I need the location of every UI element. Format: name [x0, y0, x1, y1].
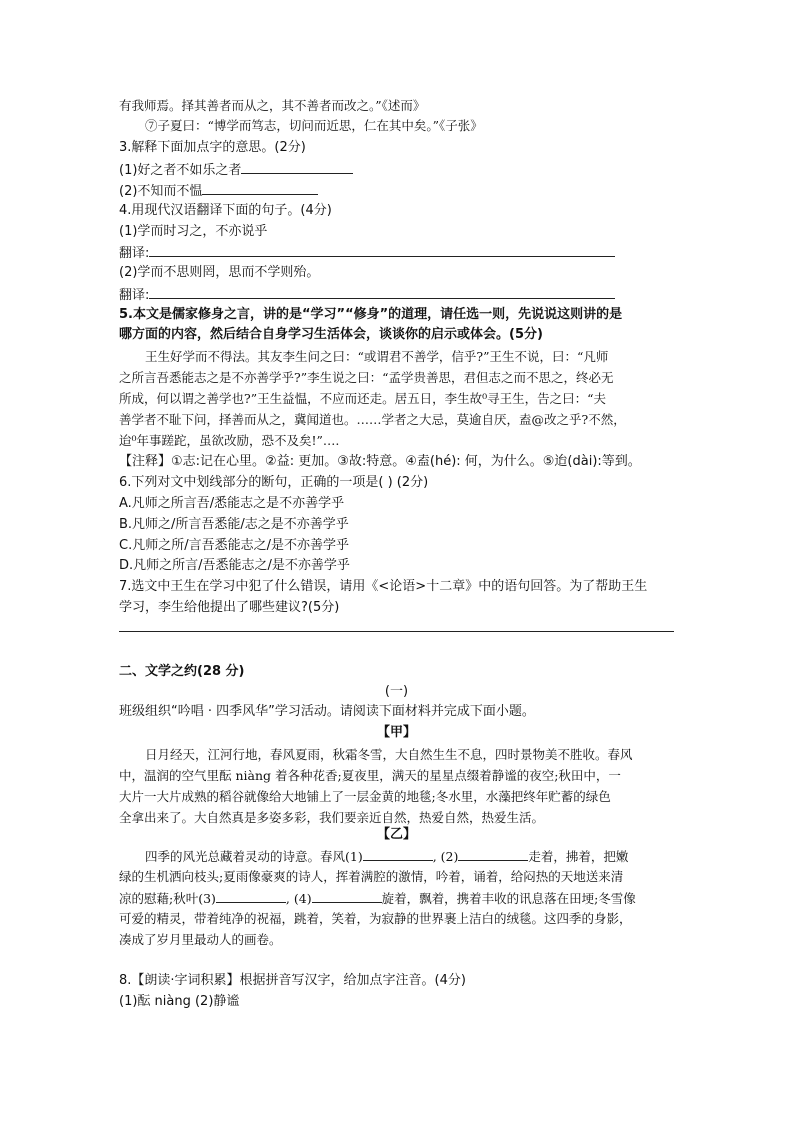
answer-blank[interactable]	[241, 160, 353, 174]
option-d: D.凡师之所言/吾悉能志之/是不亦善学乎	[119, 558, 350, 573]
question-5-title: 5.本文是儒家修身之言，讲的是“学习”“修身”的道理，请任选一则，先说说这则讲的是	[119, 307, 623, 322]
question-3-item-2: (2)不知而不愠	[119, 181, 679, 201]
question-8-items: (1)酝 niàng (2)静谧	[119, 994, 240, 1009]
question-4-item-2: (2)学而不思则罔，思而不学则殆。	[119, 265, 320, 280]
material-jia-line: 日月经天，江河行地，春风夏雨，秋霜冬雪，大自然生生不息，四时景物美不胜收。春风	[145, 747, 633, 762]
fill-blank-3[interactable]	[216, 889, 286, 903]
translation-line-1: 翻译:	[119, 243, 679, 263]
question-3-title: 3.解释下面加点字的意思。(2分)	[119, 140, 306, 155]
answer-blank[interactable]	[202, 181, 318, 195]
translation-line-2: 翻译:	[119, 285, 679, 305]
passage-notes: 【注释】①志:记在心里。②益: 更加。③故:特意。④盍(hé): 何，为什么。⑤迨(dài):等到。	[119, 454, 641, 469]
fill-blank-2[interactable]	[458, 847, 528, 861]
material-jia-line: 全拿出来了。大自然真是多姿多彩，我们要亲近自然，热爱自然，热爱生活。	[119, 810, 545, 825]
question-7-title: 7.选文中王生在学习中犯了什么错误，请用《<论语>十二章》中的语句回答。为了帮助王生	[119, 579, 648, 594]
prev-quote-line: 有我师焉。择其善者而从之，其不善者而改之。”《述而》	[119, 98, 426, 113]
question-7-title-cont: 学习，李生给他提出了哪些建议?(5分)	[119, 600, 340, 615]
question-8-title: 8.【朗读·字词积累】根据拼音写汉字，给加点字注音。(4分)	[119, 973, 466, 988]
question-4-title: 4.用现代汉语翻译下面的句子。(4分)	[119, 203, 332, 218]
passage-line: 之所言吾悉能志之是不亦善学乎?”李生说之曰：“孟学贵善思，君但志之而不思之，终必无	[119, 370, 614, 385]
material-yi-line: 凉的慰藉;秋叶(3) , (4) 旋着，飘着，携着丰收的讯息落在田埂;冬雪像	[119, 891, 636, 906]
answer-blank[interactable]	[149, 243, 615, 257]
option-c: C.凡师之所/言吾悉能志之/是不亦善学乎	[119, 538, 349, 553]
subsection-number: (一)	[384, 684, 409, 699]
material-jia-line: 大片一大片成熟的稻谷就像给大地铺上了一层金黄的地毯;冬水里，水藻把终年贮蓄的绿色	[119, 789, 611, 804]
material-yi-heading: 【乙】	[376, 827, 416, 842]
option-b: B.凡师之/所言吾悉能/志之是不亦善学乎	[119, 517, 349, 532]
fill-blank-4[interactable]	[312, 889, 382, 903]
question-3-item-1: (1)好之者不如乐之者	[119, 160, 679, 180]
material-yi-line: 绿的生机洒向枝头;夏雨像豪爽的诗人，挥着满腔的激情，吟着，诵着，给闷热的天地送来清	[119, 869, 624, 884]
question-4-item-1: (1)学而时习之，不亦说乎	[119, 224, 268, 239]
fill-blank-1[interactable]	[363, 847, 433, 861]
question-5-title-cont: 哪方面的内容，然后结合自身学习生活体会，谈谈你的启示或体会。(5分)	[119, 327, 543, 342]
material-jia-line: 中，温润的空气里酝 niàng 着各种花香;夏夜里，满天的星星点缀着静谧的夜空;秋田中，一	[119, 768, 621, 783]
passage-line: 王生好学而不得法。其友李生问之曰：“或谓君不善学，信乎?”王生不说，曰：“凡师	[145, 349, 609, 364]
material-jia-heading: 【甲】	[376, 725, 416, 740]
passage-line: 迨⁰年事蹉跎，虽欲改励，恐不及矣!”….	[119, 433, 340, 448]
material-yi-line: 可爱的精灵，带着纯净的祝福，跳着，笑着，为寂静的世界裹上洁白的绒毯。这四季的身影，	[119, 911, 632, 926]
material-yi-line: 四季的风光总藏着灵动的诗意。春风(1) , (2) 走着，拂着，把嫩	[145, 849, 629, 864]
question-6-title: 6.下列对文中划线部分的断句，正确的一项是( ) (2分)	[119, 475, 429, 490]
passage-line: 所成，何以谓之善学也?”王生益愠，不应而还走。居五日，李生故⁰寻王生，告之曰：“夫	[119, 391, 606, 406]
answer-line[interactable]	[119, 631, 674, 632]
prev-quote-line: ⑦子夏曰：“博学而笃志，切问而近思，仁在其中矣。”《子张》	[145, 118, 483, 133]
section-2-title: 二、文学之约(28 分)	[119, 664, 245, 679]
option-a: A.凡师之所言吾/悉能志之是不亦善学乎	[119, 496, 345, 511]
answer-blank[interactable]	[149, 285, 615, 299]
passage-line: 善学者不耻下问，择善而从之，冀闻道也。……学者之大忌，莫逾自厌，盍@改之乎?不然，	[119, 412, 626, 427]
activity-intro: 班级组织“吟唱 · 四季风华”学习活动。请阅读下面材料并完成下面小题。	[119, 704, 535, 719]
material-yi-line: 凑成了岁月里最动人的画卷。	[119, 932, 282, 947]
